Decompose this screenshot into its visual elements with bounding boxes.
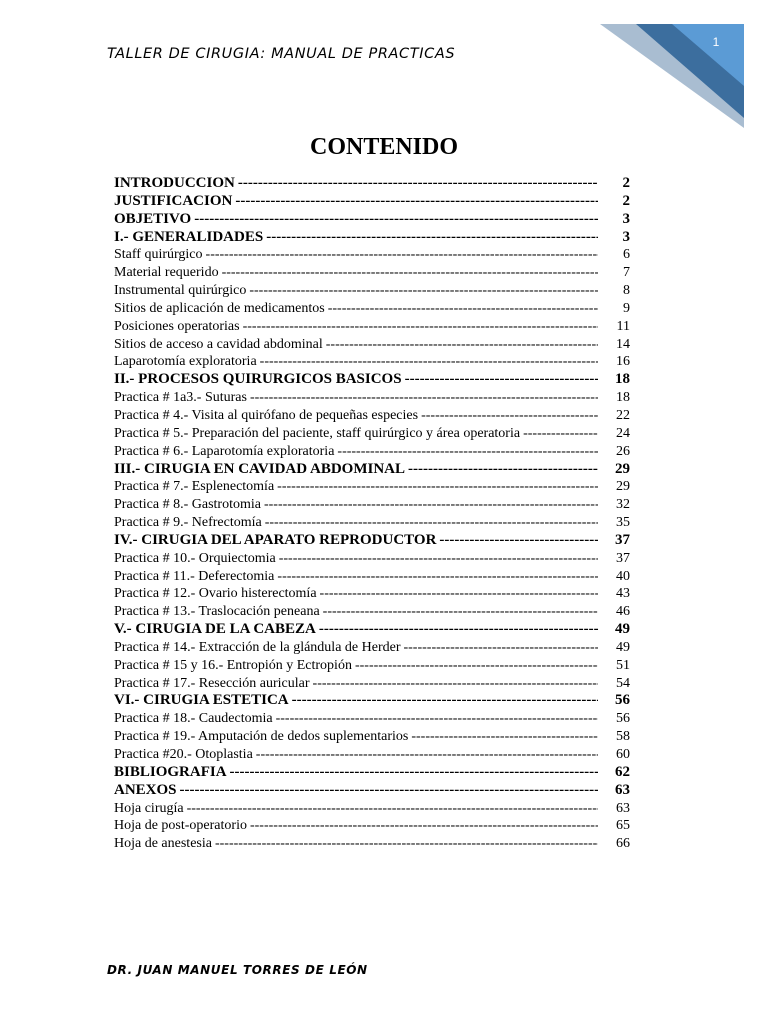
toc-entry-row[interactable] [114,585,635,603]
toc-page-number: 56 [616,711,630,727]
toc-entry-row[interactable] [114,817,635,835]
toc-entry-row[interactable] [114,746,635,764]
toc-label: Practica # 5.- Preparación del paciente, staff quirúrgico y área operatoria [114,425,521,441]
toc-section-row[interactable] [114,764,635,782]
toc-section-row[interactable] [114,229,635,247]
toc-entry-row[interactable] [114,728,635,746]
toc-page-number: 51 [616,657,630,673]
toc-page-number: 32 [616,497,630,513]
toc-page-number: 63 [615,781,630,798]
toc-page-number: 24 [616,425,630,441]
toc-page-number: 7 [623,265,630,281]
toc-page-number: 46 [616,604,630,620]
toc-page-number: 35 [616,515,630,531]
toc-leader [264,496,598,514]
toc-label: Hoja de anestesia [114,836,212,852]
toc-label: Practica #20.- Otoplastia [114,747,253,762]
toc-label: Laparotomía exploratoria [114,354,257,370]
toc-page-number: 56 [615,692,630,709]
toc-leader [421,407,598,425]
toc-section-row[interactable] [114,621,635,639]
toc-entry-row[interactable] [114,710,635,728]
toc-label: Practica # 9.- Nefrectomía [114,515,262,531]
toc-label: IV.- CIRUGIA DEL APARATO REPRODUCTOR [114,531,437,548]
toc-label: Practica # 10.- Orquiectomia [114,550,276,566]
toc-leader [206,246,598,264]
toc-page-number: 3 [622,210,630,227]
toc-label: Material requerido [114,265,219,281]
toc-page-number: 37 [615,531,630,548]
toc-page-number: 22 [616,407,630,423]
toc-leader [194,211,598,229]
toc-page-number: 2 [622,175,630,191]
toc-label: Practica # 4.- Visita al quirófano de pequeñas especies [114,407,419,423]
toc-entry-row[interactable] [114,550,635,568]
toc-entry-row[interactable] [114,353,635,371]
toc-entry-row[interactable] [114,639,635,657]
toc-leader [238,175,598,193]
toc-label: Practica # 6.- Laparotomía exploratoria [114,443,335,459]
toc-page-number: 58 [616,729,630,745]
toc-page-number: 16 [616,354,630,370]
toc-entry-row[interactable] [114,425,635,443]
toc-page-number: 43 [616,586,630,602]
toc-label: Hoja de post-operatorio [114,818,247,834]
toc-page-number: 29 [616,479,630,495]
corner-decoration [0,0,768,140]
toc-leader [256,746,598,764]
toc-page-number: 40 [616,568,630,584]
toc-page-number: 60 [616,747,630,762]
document-title: CONTENIDO [309,134,459,160]
toc-label: V.- CIRUGIA DE LA CABEZA [114,621,316,638]
toc-leader [523,425,598,443]
toc-leader [319,621,598,639]
toc-section-row[interactable] [114,782,635,800]
toc-leader [355,657,598,675]
toc-leader [403,639,598,657]
toc-leader [411,728,598,746]
toc-label: ANEXOS [114,781,177,798]
toc-page-number: 6 [623,247,630,263]
toc-label: Practica # 11.- Deferectomia [114,568,275,584]
toc-entry-row[interactable] [114,496,635,514]
toc-label: Practica # 7.- Esplenectomía [114,479,275,495]
toc-entry-row[interactable] [114,264,635,282]
toc-page-number: 18 [616,390,630,406]
toc-label: BIBLIOGRAFIA [114,763,227,780]
toc-entry-row[interactable] [114,603,635,621]
toc-page-number: 37 [616,550,630,566]
toc-label: Practica # 18.- Caudectomia [114,711,273,727]
toc-entry-row[interactable] [114,336,635,354]
toc-leader [326,336,598,354]
toc-entry-row[interactable] [114,389,635,407]
toc-label: Sitios de aplicación de medicamentos [114,300,325,316]
toc-leader [180,782,598,800]
toc-leader [265,514,598,532]
toc-leader [249,282,598,300]
toc-label: OBJETIVO [114,210,192,227]
toc-label: Posiciones operatorias [114,318,240,334]
toc-page-number: 9 [623,300,630,316]
toc-section-row[interactable] [114,692,635,710]
toc-label: Instrumental quirúrgico [114,283,247,299]
toc-entry-row[interactable] [114,514,635,532]
toc-leader [250,389,598,407]
toc-entry-row[interactable] [114,246,635,264]
toc-page-number: 2 [622,192,630,209]
toc-label: Hoja cirugía [114,800,184,816]
toc-page-number: 18 [615,371,630,388]
toc-section-row[interactable] [114,175,635,193]
toc-page-number: 62 [615,763,630,780]
toc-leader [222,264,598,282]
toc-entry-row[interactable] [114,478,635,496]
toc-leader [260,353,598,371]
toc-label: VI.- CIRUGIA ESTETICA [114,692,289,709]
toc-label: JUSTIFICACION [114,192,233,209]
toc-leader [313,675,598,693]
toc-leader [187,800,598,818]
toc-leader [230,764,598,782]
toc-page-number: 8 [623,283,630,299]
table-of-contents [114,175,635,853]
toc-entry-row[interactable] [114,443,635,461]
toc-entry-row[interactable] [114,300,635,318]
toc-entry-row[interactable] [114,675,635,693]
toc-leader [276,710,598,728]
toc-entry-row[interactable] [114,407,635,425]
toc-leader [243,318,598,336]
toc-leader [323,603,598,621]
toc-entry-row[interactable] [114,835,635,853]
toc-page-number: 54 [616,675,630,691]
toc-leader [277,568,598,586]
toc-entry-row[interactable] [114,800,635,818]
toc-leader [337,443,598,461]
toc-section-row[interactable] [114,211,635,229]
toc-entry-row[interactable] [114,568,635,586]
toc-label: Practica # 13.- Traslocación peneana [114,604,320,620]
toc-leader [292,692,598,710]
header-title: TALLER DE CIRUGIA: MANUAL DE PRACTICAS [107,46,456,62]
toc-section-row[interactable] [114,193,635,211]
toc-section-row[interactable] [114,532,635,550]
toc-page-number: 3 [622,228,630,245]
toc-section-row[interactable] [114,371,635,389]
toc-entry-row[interactable] [114,282,635,300]
toc-page-number: 26 [616,443,630,459]
toc-page-number: 65 [616,818,630,834]
toc-leader [439,532,598,550]
toc-page-number: 49 [616,639,630,655]
toc-label: Practica # 14.- Extracción de la glándula de Herder [114,639,401,655]
toc-leader [320,585,598,603]
toc-label: II.- PROCESOS QUIRURGICOS BASICOS [114,371,402,388]
toc-leader [250,817,598,835]
toc-label: Staff quirúrgico [114,247,203,263]
toc-entry-row[interactable] [114,318,635,336]
toc-label: Practica # 12.- Ovario histerectomía [114,586,317,602]
toc-leader [328,300,598,318]
toc-section-row[interactable] [114,461,635,479]
toc-page-number: 66 [616,836,630,852]
toc-label: I.- GENERALIDADES [114,228,264,245]
toc-page-number: 11 [616,318,630,334]
toc-leader [277,478,598,496]
toc-label: INTRODUCCION [114,175,235,191]
toc-leader [235,193,598,211]
toc-leader [279,550,598,568]
toc-label: Practica # 19.- Amputación de dedos suplementarios [114,729,409,745]
page-number: 1 [712,35,720,49]
toc-leader [405,371,598,389]
footer-author: DR. JUAN MANUEL TORRES DE LEÓN [107,963,368,977]
toc-entry-row[interactable] [114,657,635,675]
toc-leader [215,835,598,853]
toc-page-number: 14 [616,336,630,352]
toc-label: Practica # 15 y 16.- Entropión y Ectropión [114,657,352,673]
toc-page-number: 29 [615,460,630,477]
toc-leader [408,461,598,479]
toc-page-number: 63 [616,800,630,816]
toc-page-number: 49 [615,621,630,638]
toc-leader [266,229,598,247]
toc-label: Practica # 1a3.- Suturas [114,390,247,406]
toc-label: Practica # 8.- Gastrotomia [114,497,261,513]
toc-label: III.- CIRUGIA EN CAVIDAD ABDOMINAL [114,460,406,477]
toc-label: Sitios de acceso a cavidad abdominal [114,336,323,352]
toc-label: Practica # 17.- Resección auricular [114,675,310,691]
